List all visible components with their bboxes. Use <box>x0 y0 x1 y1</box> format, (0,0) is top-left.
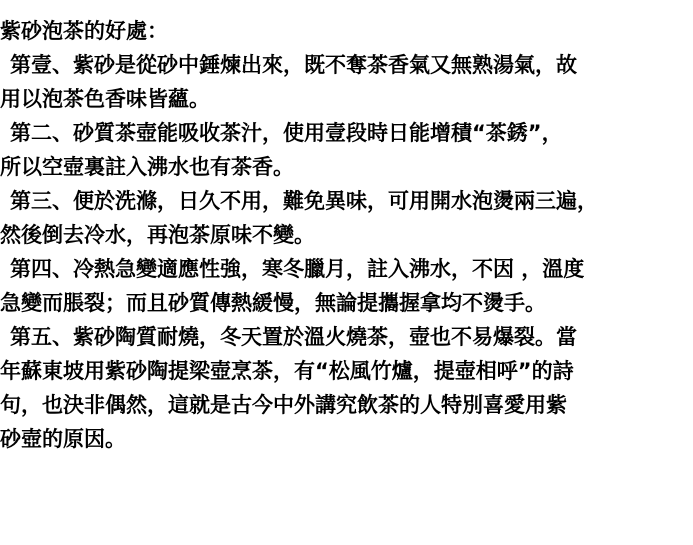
document-body <box>0 14 693 456</box>
point-5-line-1: 第五、紫砂陶質耐燒，冬天置於溫火燒茶，壺也不易爆裂。當 <box>10 325 577 349</box>
point-2-line-2: 所以空壺裏註入沸水也有茶香。 <box>0 155 294 179</box>
point-3-line-2: 然後倒去冷水，再泡茶原味不變。 <box>0 223 315 247</box>
document-title: 紫砂泡茶的好處： <box>0 19 168 43</box>
point-3-line-1: 第三、便於洗滌，日久不用，難免異味，可用開水泡燙兩三遍， <box>10 189 598 213</box>
point-4-line-1: 第四、冷熱急變適應性強，寒冬臘月，註入沸水，不因 ，溫度 <box>10 257 585 281</box>
point-5-line-4: 砂壺的原因。 <box>0 427 126 451</box>
point-2-line-1: 第二、砂質茶壺能吸收茶汁，使用壹段時日能增積“茶銹”， <box>10 121 563 145</box>
point-4-line-2: 急變而脹裂；而且砂質傳熱緩慢，無論提攜握拿均不燙手。 <box>0 291 546 315</box>
point-1-line-1: 第壹、紫砂是從砂中錘煉出來，既不奪茶香氣又無熟湯氣，故 <box>10 53 577 77</box>
point-5-line-2: 年蘇東坡用紫砂陶提梁壺烹茶，有“松風竹爐，提壺相呼”的詩 <box>0 359 574 383</box>
point-5-line-3: 句，也決非偶然，這就是古今中外講究飲茶的人特別喜愛用紫 <box>0 393 567 417</box>
point-1-line-2: 用以泡茶色香味皆蘊。 <box>0 87 210 111</box>
